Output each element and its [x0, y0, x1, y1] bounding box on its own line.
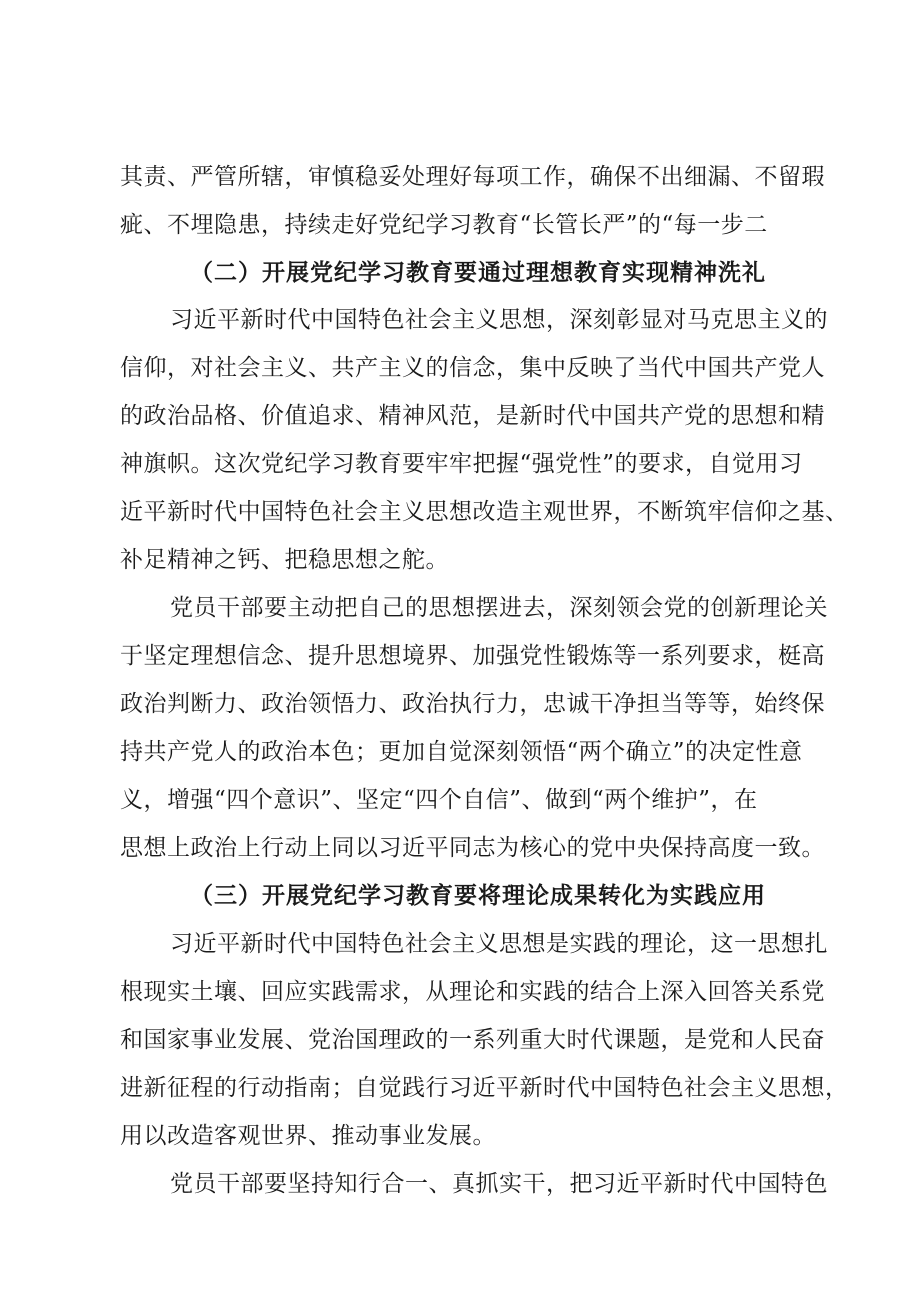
- paragraph-line: 近平新时代中国特色社会主义思想改造主观世界，不断筑牢信仰之基、: [120, 499, 849, 525]
- paragraph-line: 疵、不埋隐患，持续走好党纪学习教育“长管长严”的“每一步二: [120, 212, 768, 238]
- paragraph-line: 习近平新时代中国特色社会主义思想是实践的理论，这一思想扎: [170, 931, 828, 957]
- paragraph-line: 义，增强“四个意识”、坚定“四个自信”、做到“两个维护”，在: [120, 787, 758, 813]
- paragraph-line: 信仰，对社会主义、共产主义的信念，集中反映了当代中国共产党人: [120, 355, 825, 381]
- paragraph-line: 和国家事业发展、党治国理政的一系列重大时代课题，是党和人民奋: [120, 1027, 825, 1053]
- section-heading: （二）开展党纪学习教育要通过理想教育实现精神洗礼: [190, 260, 766, 286]
- paragraph-line: 的政治品格、价值追求、精神风范，是新时代中国共产党的思想和精: [120, 403, 825, 429]
- paragraph-line: 进新征程的行动指南；自觉践行习近平新时代中国特色社会主义思想，: [120, 1075, 849, 1101]
- paragraph-line: 持共产党人的政治本色；更加自觉深刻领悟“两个确立”的决定性意: [120, 739, 803, 765]
- paragraph-line: 其责、严管所辖，审慎稳妥处理好每项工作，确保不出细漏、不留瑕: [120, 164, 825, 190]
- paragraph-line: 习近平新时代中国特色社会主义思想，深刻彰显对马克思主义的: [170, 307, 828, 333]
- paragraph-line: 于坚定理想信念、提升思想境界、加强党性锻炼等一系列要求，梃高: [120, 643, 825, 669]
- paragraph-line: 补足精神之钙、把稳思想之舵。: [120, 547, 449, 573]
- paragraph-line: 思想上政治上行动上同以习近平同志为核心的党中央保持高度一致。: [120, 835, 825, 861]
- paragraph-line: 政治判断力、政治领悟力、政治执行力，忠诚干净担当等等，始终保: [120, 691, 825, 717]
- paragraph-line: 根现实土壤、回应实践需求，从理论和实践的结合上深入回答关系党: [120, 979, 825, 1005]
- section-heading: （三）开展党纪学习教育要将理论成果转化为实践应用: [190, 883, 766, 909]
- paragraph-line: 党员干部要坚持知行合一、真抓实干，把习近平新时代中国特色: [170, 1171, 828, 1197]
- paragraph-line: 神旗帜。这次党纪学习教育要牢牢把握“强党性”的要求，自觉用习: [120, 451, 803, 477]
- paragraph-line: 党员干部要主动把自己的思想摆进去，深刻领会党的创新理论关: [170, 595, 828, 621]
- paragraph-line: 用以改造客观世界、推动事业发展。: [120, 1123, 496, 1149]
